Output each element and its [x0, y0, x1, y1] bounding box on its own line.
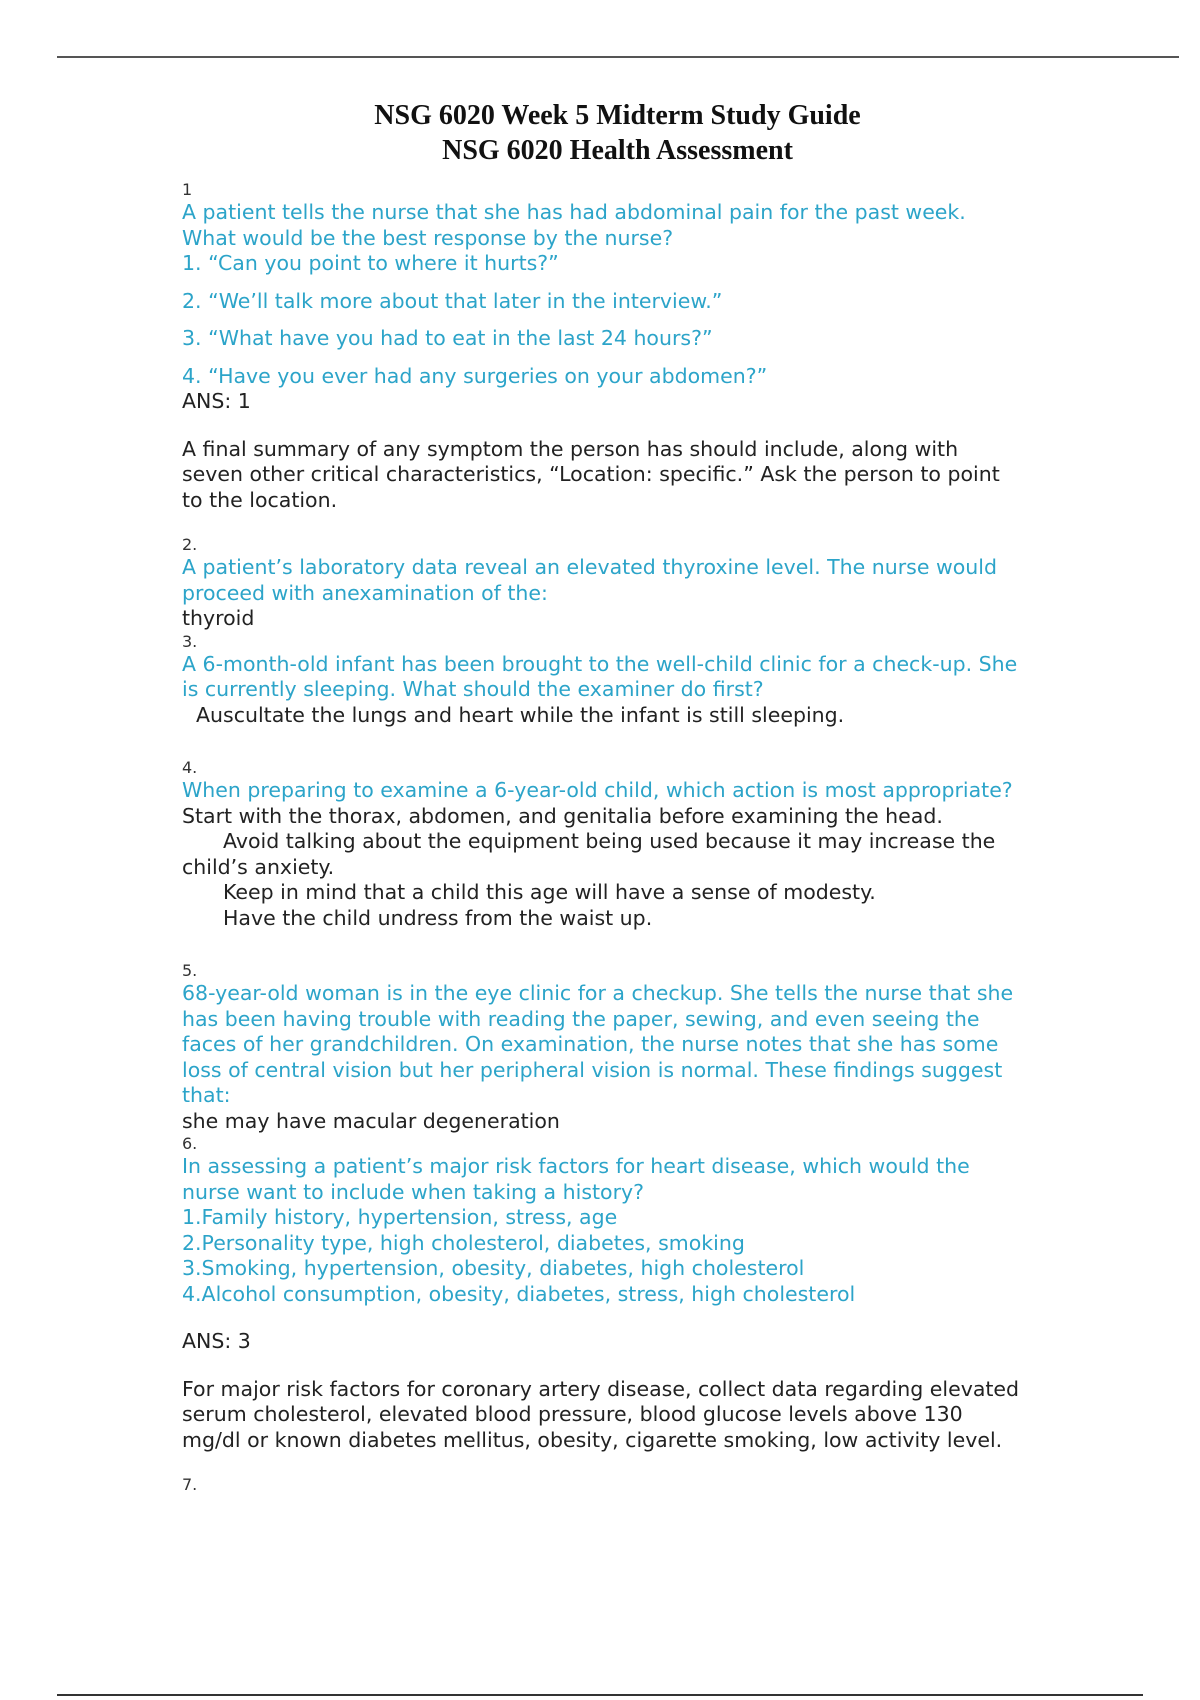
- rationale: [182, 437, 1062, 514]
- question-4: [182, 758, 1062, 931]
- rationale-line: mg/dl or known diabetes mellitus, obesity, cigarette smoking, low activity level.: [182, 1427, 1003, 1452]
- answer-choice: Start with the thorax, abdomen, and genitalia before examining the head.: [182, 803, 943, 828]
- answer-choice: Avoid talking about the equipment being used because it may increase the: [223, 829, 996, 853]
- question-text: When preparing to examine a 6-year-old child, which action is most appropriate?: [182, 778, 1013, 802]
- question-text: loss of central vision but her peripheral vision is normal. These findings suggest: [182, 1057, 1003, 1082]
- answer-key: ANS: 3: [182, 1329, 251, 1353]
- question-1: [182, 180, 1062, 513]
- question-text: What would be the best response by the nurse?: [182, 225, 674, 250]
- answer-option: 1.Family history, hypertension, stress, age: [182, 1205, 618, 1229]
- answer-choice: Keep in mind that a child this age will have a sense of modesty.: [223, 880, 876, 904]
- study-guide-body: [182, 180, 1062, 1495]
- question-text: A patient tells the nurse that she has had abdominal pain for the past week.: [182, 200, 966, 224]
- answer-text: thyroid: [182, 606, 255, 630]
- question-number: 3.: [182, 631, 198, 651]
- question-number: 2.: [182, 535, 198, 554]
- question-text: faces of her grandchildren. On examination, the nurse notes that she has some: [182, 1032, 999, 1056]
- question-3: [182, 632, 1062, 729]
- answer-option: 4.Alcohol consumption, obesity, diabetes, stress, high cholesterol: [182, 1281, 856, 1306]
- question-text: nurse want to include when taking a history?: [182, 1179, 645, 1204]
- question-number: 1: [182, 180, 193, 199]
- answer-option: 3.Smoking, hypertension, obesity, diabetes, high cholesterol: [182, 1256, 805, 1280]
- answer-choice-continued: child’s anxiety.: [182, 854, 335, 879]
- rationale-line: serum cholesterol, elevated blood pressure, blood glucose levels above 130: [182, 1402, 963, 1426]
- document-title: NSG 6020 Week 5 Midterm Study Guide: [374, 100, 861, 131]
- answer-option: 4. “Have you ever had any surgeries on your abdomen?”: [182, 363, 768, 388]
- answer-option: 3. “What have you had to eat in the last 24 hours?”: [182, 326, 713, 350]
- answer-option: 2.Personality type, high cholesterol, diabetes, smoking: [182, 1230, 745, 1255]
- top-rule: [57, 56, 1179, 58]
- answer-choice: Have the child undress from the waist up.: [223, 905, 653, 930]
- rationale-line: to the location.: [182, 487, 338, 512]
- rationale-line: A final summary of any symptom the person has should include, along with: [182, 436, 959, 461]
- answer-text: she may have macular degeneration: [182, 1108, 560, 1133]
- question-2: [182, 535, 1062, 632]
- question-number: 4.: [182, 758, 198, 777]
- question-6: [182, 1134, 1062, 1453]
- question-text: has been having trouble with reading the paper, sewing, and even seeing the: [182, 1006, 980, 1031]
- rationale: [182, 1377, 1062, 1454]
- document-subtitle: NSG 6020 Health Assessment: [442, 135, 793, 166]
- question-text: that:: [182, 1083, 231, 1107]
- question-text: A 6-month-old infant has been brought to the well-child clinic for a check-up. She: [182, 651, 1018, 676]
- question-number: 6.: [182, 1134, 198, 1153]
- question-text: 68-year-old woman is in the eye clinic for a checkup. She tells the nurse that she: [182, 981, 1014, 1005]
- question-text: A patient’s laboratory data reveal an elevated thyroxine level. The nurse would: [182, 555, 997, 579]
- answer-text: Auscultate the lungs and heart while the infant is still sleeping.: [196, 702, 845, 727]
- bottom-rule: [57, 1694, 1143, 1696]
- question-text: In assessing a patient’s major risk factors for heart disease, which would the: [182, 1154, 970, 1178]
- answer-key: ANS: 1: [182, 389, 251, 413]
- question-text: is currently sleeping. What should the examiner do first?: [182, 677, 764, 701]
- question-7: [182, 1475, 1062, 1495]
- answer-option: 1. “Can you point to where it hurts?”: [182, 251, 559, 275]
- rationale-line: seven other critical characteristics, “Location: specific.” Ask the person to point: [182, 462, 1000, 486]
- question-number: 5.: [182, 961, 198, 980]
- answer-option: 2. “We’ll talk more about that later in the interview.”: [182, 288, 723, 313]
- question-number: 7.: [182, 1475, 198, 1494]
- question-text: proceed with anexamination of the:: [182, 580, 548, 605]
- rationale-line: For major risk factors for coronary artery disease, collect data regarding elevated: [182, 1376, 1020, 1401]
- question-5: [182, 961, 1062, 1134]
- document-header: [0, 98, 1200, 168]
